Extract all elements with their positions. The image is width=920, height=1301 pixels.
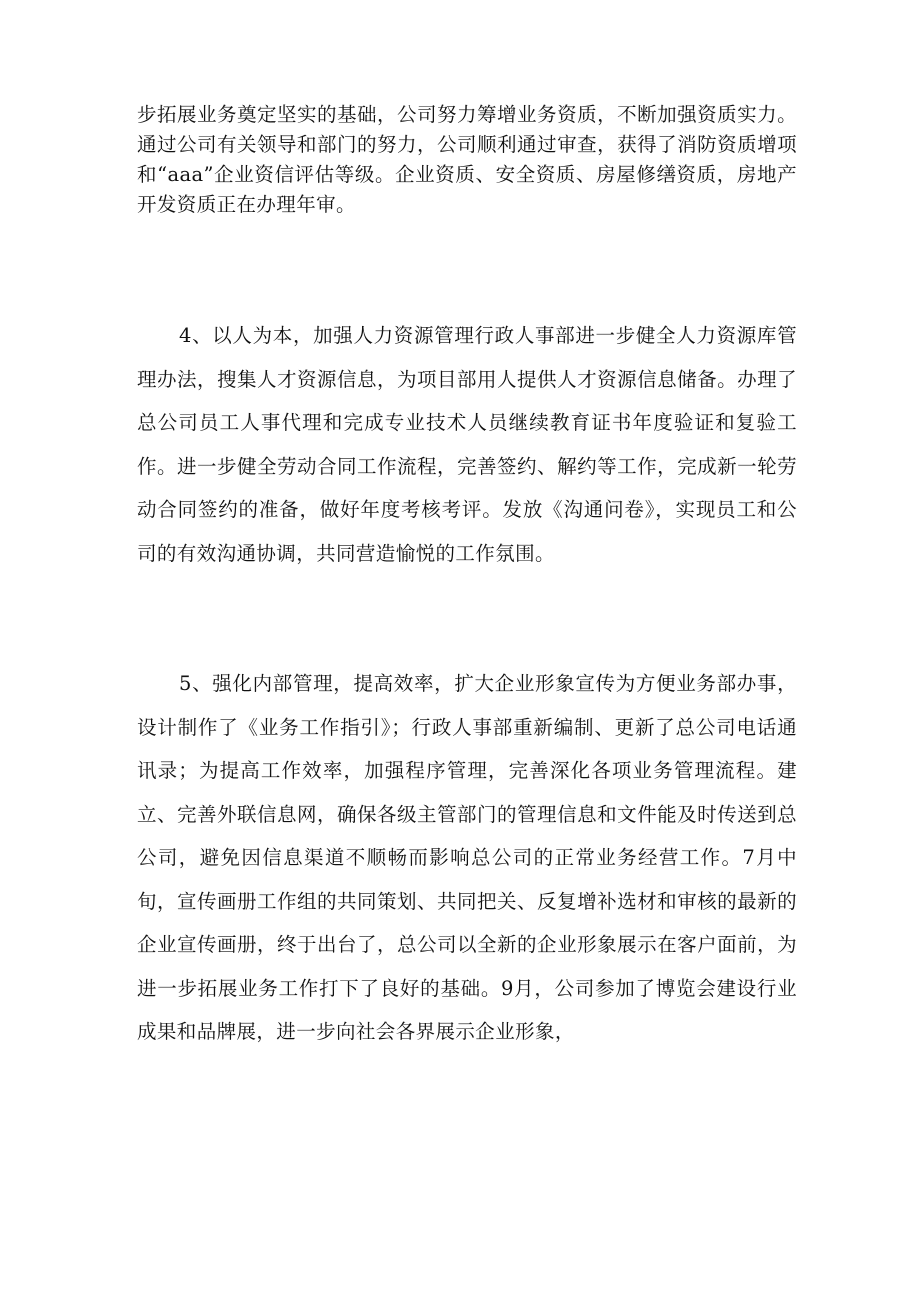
- paragraph-item-4: 4、以人为本，加强人力资源管理行政人事部进一步健全人力资源库管理办法，搜集人才资源信息，为项目部用人提供人才资源信息储备。办理了总公司员工人事代理和完成专业技术人员继续教育证书年度验证和复验工作。进一步健全劳动合同工作流程，完善签约、解约等工作，完成新一轮劳动合同签约的准备，做好年度考核考评。发放《沟通问卷》，实现员工和公司的有效沟通协调，共同营造愉悦的工作氛围。: [137, 324, 797, 565]
- paragraph-continuation: 步拓展业务奠定坚实的基础，公司努力筹增业务资质，不断加强资质实力。通过公司有关领导和部门的努力，公司顺利通过审查，获得了消防资质增项和“aaa”企业资信评估等级。企业资质、安全资质、房屋修缮资质，房地产开发资质正在办理年审。: [137, 103, 797, 216]
- paragraph-item-5: 5、强化内部管理，提高效率，扩大企业形象宣传为方便业务部办事，设计制作了《业务工作指引》；行政人事部重新编制、更新了总公司电话通讯录；为提高工作效率，加强程序管理，完善深化各项业务管理流程。建立、完善外联信息网，确保各级主管部门的管理信息和文件能及时传送到总公司，避免因信息渠道不顺畅而影响总公司的正常业务经营工作。7月中旬，宣传画册工作组的共同策划、共同把关、反复增补选材和审核的最新的企业宣传画册，终于出台了，总公司以全新的企业形象展示在客户面前，为进一步拓展业务工作打下了良好的基础。9月，公司参加了博览会建设行业成果和品牌展，进一步向社会各界展示企业形象，: [137, 672, 797, 1043]
